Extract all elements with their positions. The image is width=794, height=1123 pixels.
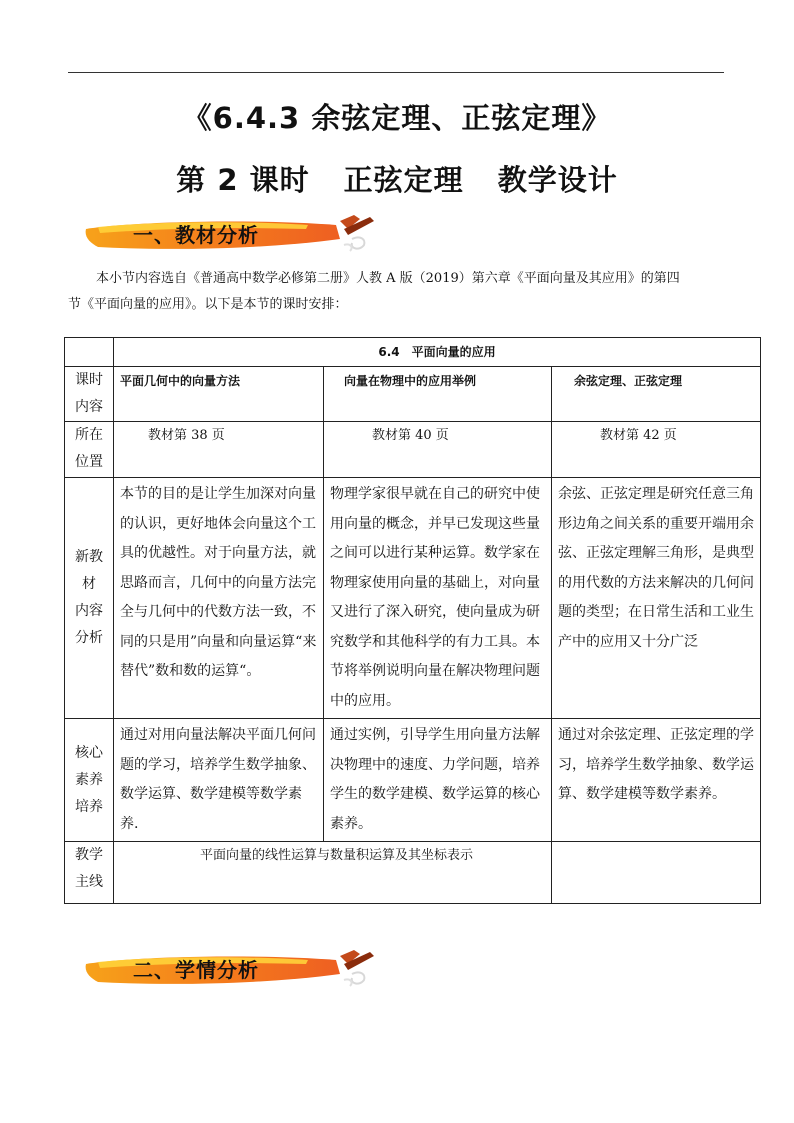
intro-line-1: 本小节内容选自《普通高中数学必修第二册》人教 A 版（2019）第六章《平面向量及其应用》的第四 xyxy=(96,271,680,286)
table-title: 6.4 平面向量的应用 xyxy=(114,338,761,367)
subtitle-lesson: 第 2 课时 xyxy=(176,163,310,197)
analysis-cell: 本节的目的是让学生加深对向量的认识，更好地体会向量这个工具的优越性。对于向量方法，就思路而言，几何中的向量方法完全与几何中的代数方法一致，不同的只是用”向量和向量运算“来替代”数和数的运算“。 xyxy=(114,478,324,719)
lesson-cell: 向量在物理中的应用举例 xyxy=(324,367,552,422)
section-label: 一、教材分析 xyxy=(133,223,259,247)
intro-line-2: 节《平面向量的应用》。以下是本节的课时安排： xyxy=(68,297,348,312)
lesson-cell: 余弦定理、正弦定理 xyxy=(552,367,761,422)
section-banner-student-analysis xyxy=(78,950,378,992)
intro-paragraph xyxy=(68,266,728,318)
core-cell: 通过实例，引导学生用向量方法解决物理中的速度、力学问题，培养学生的数学建模、数学运算的核心素养。 xyxy=(324,719,552,842)
row-label-position: 所在 位置 xyxy=(65,422,114,478)
table-row xyxy=(65,719,761,842)
document-title: 《6.4.3 余弦定理、正弦定理》 xyxy=(182,101,612,135)
lesson-cell: 平面几何中的向量方法 xyxy=(114,367,324,422)
row-label-core: 核心 素养 培养 xyxy=(65,719,114,842)
subtitle-topic: 正弦定理 xyxy=(343,163,464,197)
table-row xyxy=(65,842,761,904)
section-label: 二、学情分析 xyxy=(133,958,259,982)
analysis-cell: 物理学家很早就在自己的研究中使用向量的概念，并早已发现这些量之间可以进行某种运算。数学家在物理家使用向量的基础上，对向量又进行了深入研究，使向量成为研究数学和其他科学的有力工具。本节将举例说明向量在解决物理问题中的应用。 xyxy=(324,478,552,719)
row-label-analysis: 新教 材 内容 分析 xyxy=(65,478,114,719)
row-label-lesson: 课时 内容 xyxy=(65,367,114,422)
table-row xyxy=(65,422,761,478)
analysis-cell: 余弦、正弦定理是研究任意三角形边角之间关系的重要开端用余弦、正弦定理解三角形，是典型的用代数的方法来解决的几何问题的类型；在日常生活和工业生产中的应用又十分广泛 xyxy=(552,478,761,719)
page-cell: 教材第 38 页 xyxy=(114,422,324,478)
row-label-mainline: 教学 主线 xyxy=(65,842,114,904)
table-row xyxy=(65,367,761,422)
lesson-schedule-table xyxy=(64,337,761,904)
table-header-row xyxy=(65,338,761,367)
document-subtitle xyxy=(0,158,794,199)
header-rule xyxy=(68,72,724,73)
table-row xyxy=(65,478,761,719)
core-cell: 通过对用向量法解决平面几何问题的学习，培养学生数学抽象、数学运算、数学建模等数学素养. xyxy=(114,719,324,842)
mainline-cell: 平面向量的线性运算与数量积运算及其坐标表示 xyxy=(114,842,552,904)
core-cell: 通过对余弦定理、正弦定理的学习，培养学生数学抽象、数学运算、数学建模等数学素养。 xyxy=(552,719,761,842)
mainline-empty-cell xyxy=(552,842,761,904)
table-corner-cell xyxy=(65,338,114,367)
section-banner-textbook-analysis xyxy=(78,215,378,257)
page-cell: 教材第 40 页 xyxy=(324,422,552,478)
subtitle-type: 教学设计 xyxy=(497,163,618,197)
page-cell: 教材第 42 页 xyxy=(552,422,761,478)
